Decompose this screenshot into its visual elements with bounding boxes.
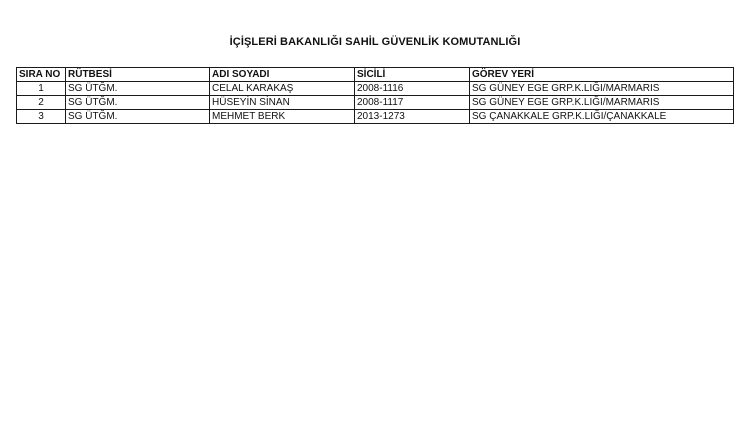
column-header-sicili: SİCİLİ bbox=[355, 68, 470, 82]
column-header-sira-no: SIRA NO bbox=[17, 68, 66, 82]
cell-gorev-yeri: SG GÜNEY EGE GRP.K.LIĞI/MARMARIS bbox=[470, 82, 734, 96]
table-row bbox=[17, 96, 734, 110]
cell-sira-no: 3 bbox=[17, 110, 66, 124]
cell-sicili: 2008-1117 bbox=[355, 96, 470, 110]
cell-rutbesi: SG ÜTĞM. bbox=[66, 82, 210, 96]
table-header-row bbox=[17, 68, 734, 82]
page-title: İÇİŞLERİ BAKANLIĞI SAHİL GÜVENLİK KOMUTANLIĞI bbox=[229, 36, 521, 48]
column-header-adi-soyadi: ADI SOYADI bbox=[210, 68, 355, 82]
cell-gorev-yeri: SG ÇANAKKALE GRP.K.LIĞI/ÇANAKKALE bbox=[470, 110, 734, 124]
personnel-table bbox=[16, 67, 734, 124]
cell-rutbesi: SG ÜTĞM. bbox=[66, 96, 210, 110]
cell-sira-no: 2 bbox=[17, 96, 66, 110]
cell-gorev-yeri: SG GÜNEY EGE GRP.K.LIĞI/MARMARIS bbox=[470, 96, 734, 110]
cell-adi-soyadi: MEHMET BERK bbox=[210, 110, 355, 124]
column-header-gorev-yeri: GÖREV YERİ bbox=[470, 68, 734, 82]
cell-adi-soyadi: HÜSEYİN SİNAN bbox=[210, 96, 355, 110]
column-header-rutbesi: RÜTBESİ bbox=[66, 68, 210, 82]
table-row bbox=[17, 82, 734, 96]
table-row bbox=[17, 110, 734, 124]
cell-adi-soyadi: CELAL KARAKAŞ bbox=[210, 82, 355, 96]
cell-sicili: 2008-1116 bbox=[355, 82, 470, 96]
cell-rutbesi: SG ÜTĞM. bbox=[66, 110, 210, 124]
cell-sicili: 2013-1273 bbox=[355, 110, 470, 124]
cell-sira-no: 1 bbox=[17, 82, 66, 96]
